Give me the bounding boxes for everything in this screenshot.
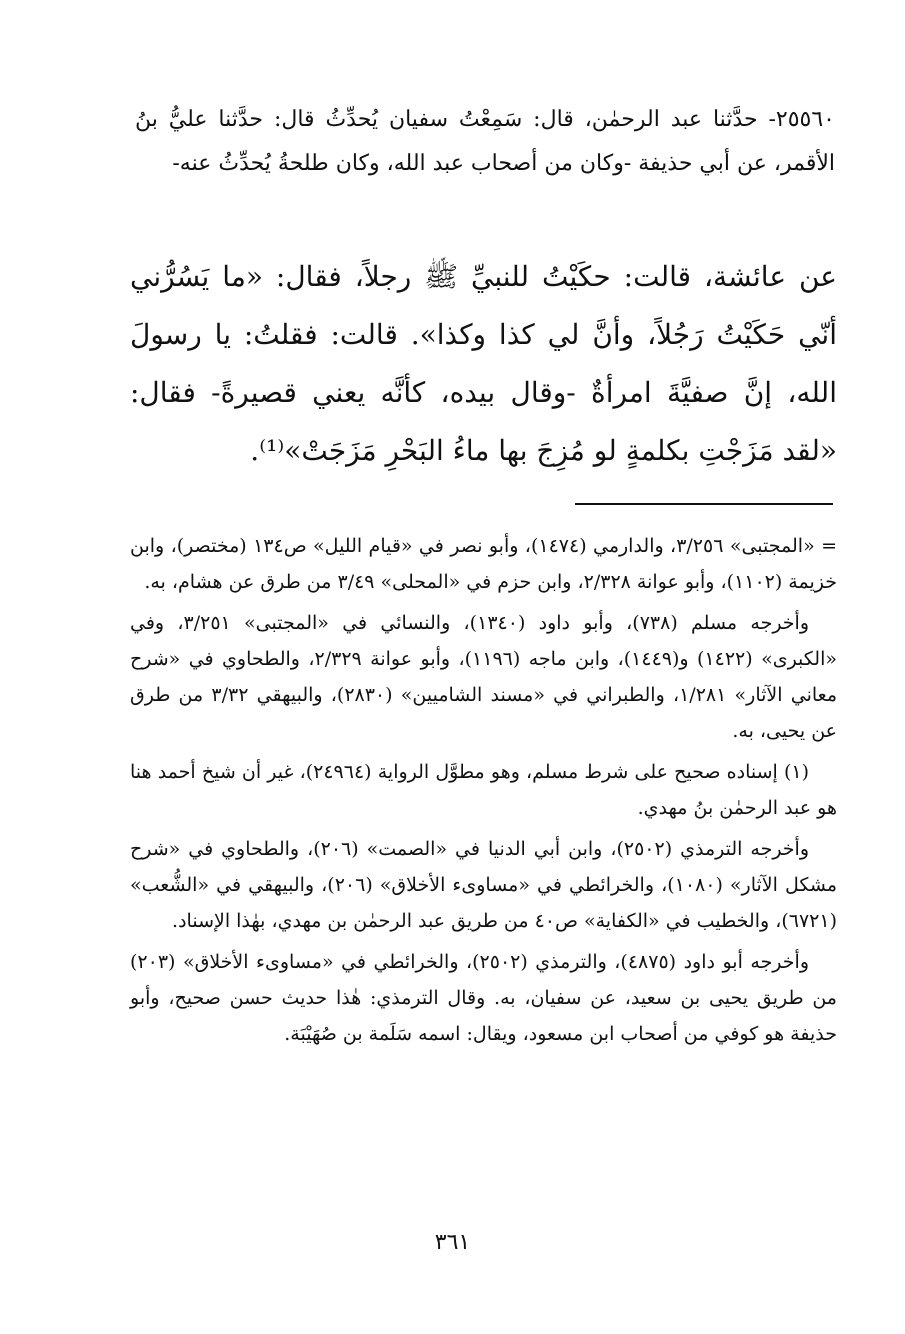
footnote-1: (١) إسناده صحيح على شرط مسلم، وهو مطوَّل الرواية (٢٤٩٦٤)، غير أن شيخ أحمد هنا هو عبد الرحمٰن بنُ مهدي. (130, 761, 837, 819)
page-number: ٣٦١ (434, 1230, 471, 1255)
footnote-separator (575, 503, 833, 505)
hadith-matn: عن عائشة، قالت: حكَيْتُ للنبيِّ ﷺ رجلاً، فقال: «ما يَسُرُّني أنّي حَكَيْتُ رَجُلاً، وأنَّ لي كذا وكذا». قالت: فقلتُ: يا رسولَ الله، إنَّ صفيَّةَ امرأةٌ -وقال بيده، كأنَّه يعني قصيرةً- فقال: «لقد مَزَجْتِ بكلمةٍ لو مُزِجَ بها ماءُ البَحْرِ مَزَجَتْ»⁽¹⁾. (130, 260, 837, 467)
footnotes (130, 528, 837, 1057)
footnote-continuation: = «المجتبى» ٣/٢٥٦، والدارمي (١٤٧٤)، وأبو نصر في «قيام الليل» ص١٣٤ (مختصر)، وابن خزيمة (١١٠٢)، وأبو عوانة ٢/٣٢٨، وابن حزم في «المحلى» ٣/٤٩ من طرق عن هشام، به. (130, 535, 837, 593)
footnote-paragraph: وأخرجه الترمذي (٢٥٠٢)، وابن أبي الدنيا في «الصمت» (٢٠٦)، والطحاوي في «شرح مشكل الآثار» (١٠٨٠)، والخرائطي في «مساوىء الأخلاق» (٢٠٦)، والبيهقي في «الشُّعب» (٦٧٢١)، والخطيب في «الكفاية» ص٤٠ من طريق عبد الرحمٰن بن مهدي، بهٰذا الإسناد. (130, 838, 837, 932)
hadith-isnad: ٢٥٥٦٠- حدَّثنا عبد الرحمٰن، قال: سَمِعْتُ سفيان يُحدِّثُ قال: حدَّثنا عليُّ بنُ الأقمر، عن أبي حذيفة -وكان من أصحاب عبد الله، وكان طلحةُ يُحدِّثُ عنه- (135, 107, 835, 176)
footnote-paragraph: وأخرجه مسلم (٧٣٨)، وأبو داود (١٣٤٠)، والنسائي في «المجتبى» ٣/٢٥١، وفي «الكبرى» (١٤٢٢) و(١٤٤٩)، وابن ماجه (١١٩٦)، وأبو عوانة ٢/٣٢٩، والطحاوي في «شرح معاني الآثار» ١/٢٨١، والطبراني في «مسند الشاميين» (٢٨٣٠)، والبيهقي ٣/٣٢ من طرق عن يحيى، به. (130, 612, 837, 742)
footnote-paragraph: وأخرجه أبو داود (٤٨٧٥)، والترمذي (٢٥٠٢)، والخرائطي في «مساوىء الأخلاق» (٢٠٣) من طريق يحيى بن سعيد، عن سفيان، به. وقال الترمذي: هٰذا حديث حسن صحيح، وأبو حذيفة هو كوفي من أصحاب ابن مسعود، ويقال: اسمه سَلَمة بن صُهَيْبَة. (130, 951, 837, 1045)
